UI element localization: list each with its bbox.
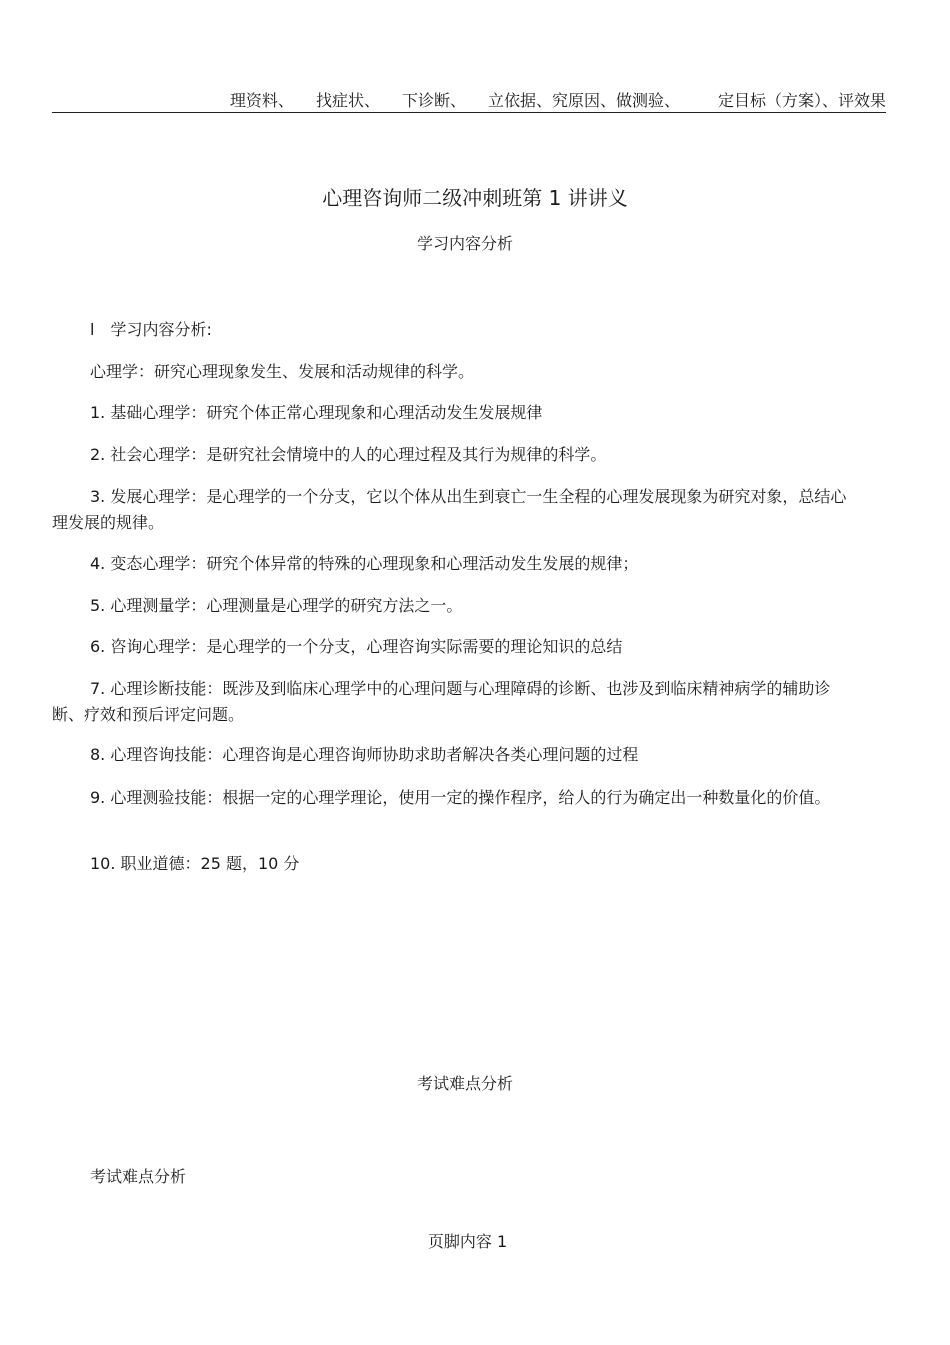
header-step: 立依据、究原因、做测验、: [487, 91, 680, 110]
section-heading-difficulty: 考试难点分析: [416, 1074, 513, 1093]
intro-label: l 学习内容分析:: [90, 320, 212, 339]
header-steps: [230, 88, 886, 111]
document-title: 心理咨询师二级冲刺班第 1 讲讲义: [322, 186, 628, 210]
difficulty-label: 考试难点分析: [90, 1167, 187, 1186]
list-item: 8. 心理咨询技能：心理咨询是心理咨询师协助求助者解决各类心理问题的过程: [90, 745, 639, 764]
header-step: 找症状、: [315, 91, 380, 110]
list-item: 2. 社会心理学：是研究社会情境中的人的心理过程及其行为规律的科学。: [90, 445, 607, 464]
list-item: 10. 职业道德：25 题，10 分: [90, 854, 300, 873]
list-item: 5. 心理测量学：心理测量是心理学的研究方法之一。: [90, 596, 463, 615]
page-header: [52, 86, 886, 113]
list-item: 1. 基础心理学：研究个体正常心理现象和心理活动发生发展规律: [90, 403, 543, 422]
page-footer: 页脚内容 1: [427, 1232, 508, 1251]
header-step: 下诊断、: [401, 91, 466, 110]
list-item: 7. 心理诊断技能：既涉及到临床心理学中的心理问题与心理障碍的诊断、也涉及到临床精神病学的辅助诊断、疗效和预后评定问题。: [52, 679, 831, 724]
header-step: 定目标（方案）、评效果: [717, 91, 886, 110]
definition-line: 心理学：研究心理现象发生、发展和活动规律的科学。: [90, 362, 475, 381]
list-item: 6. 咨询心理学：是心理学的一个分支，心理咨询实际需要的理论知识的总结: [90, 637, 623, 656]
header-step: 理资料、: [229, 91, 294, 110]
list-item: 4. 变态心理学：研究个体异常的特殊的心理现象和心理活动发生发展的规律；: [90, 554, 639, 573]
list-item: 3. 发展心理学：是心理学的一个分支，它以个体从出生到衰亡一生全程的心理发展现象为研究对象，总结心理发展的规律。: [52, 487, 847, 532]
list-item: 9. 心理测验技能：根据一定的心理学理论，使用一定的操作程序，给人的行为确定出一种数量化的价值。: [90, 788, 831, 807]
section-heading-study: 学习内容分析: [416, 234, 513, 253]
